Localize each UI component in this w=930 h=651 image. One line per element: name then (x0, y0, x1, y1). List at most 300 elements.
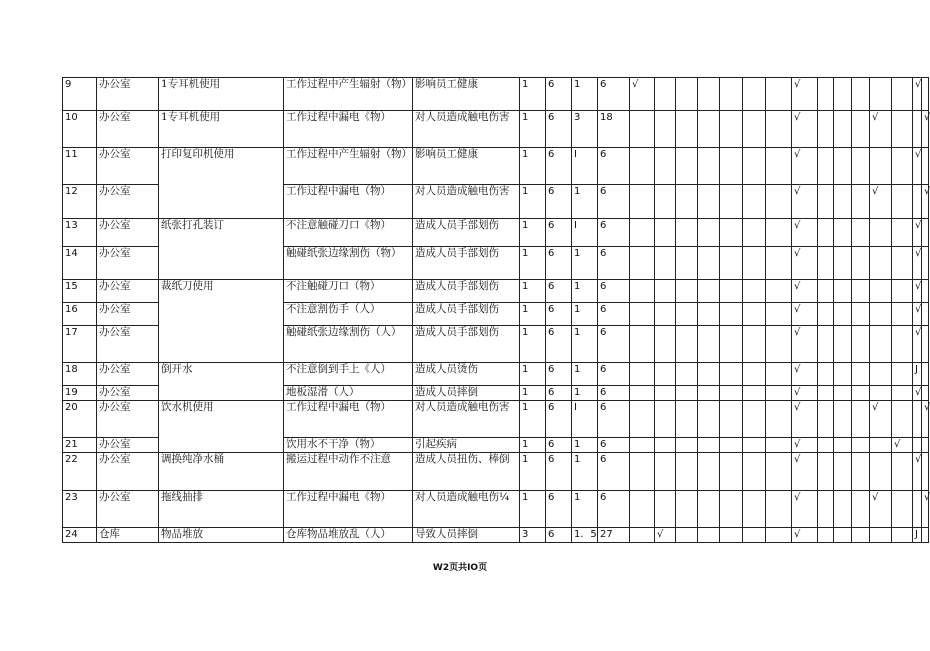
likelihood-value: 1 (520, 453, 546, 491)
check-cell (852, 78, 870, 111)
consequence-cell: 对人员造成触电伤害 (413, 185, 520, 219)
check-cell (922, 280, 929, 303)
check-cell (676, 280, 698, 303)
check-cell (834, 303, 852, 326)
row-number: 16 (63, 303, 97, 326)
check-cell (743, 401, 766, 438)
consequence-cell: 影响员工健康 (413, 148, 520, 185)
check-cell (892, 148, 913, 185)
check-cell (852, 148, 870, 185)
table-row (63, 280, 929, 303)
department-cell: 办公室 (97, 280, 159, 303)
check-cell (852, 247, 870, 280)
check-cell (892, 247, 913, 280)
check-cell (892, 185, 913, 219)
check-cell (630, 438, 655, 453)
exposure-value: 6 (546, 247, 572, 280)
consequence-score: 1．5 (572, 528, 598, 543)
table-row (63, 111, 929, 148)
check-cell (818, 386, 834, 401)
check-mark: √ (792, 185, 818, 219)
page-footer: W2页共IO页 (432, 563, 488, 573)
check-cell (655, 401, 676, 438)
consequence-cell: 影响员工健康 (413, 78, 520, 111)
department-cell: 办公室 (97, 438, 159, 453)
check-cell (720, 491, 743, 528)
consequence-cell: 对人员造成触电伤害 (413, 111, 520, 148)
check-cell (720, 247, 743, 280)
check-cell (766, 453, 792, 491)
check-cell (766, 78, 792, 111)
check-cell (852, 280, 870, 303)
consequence-cell: 造成人员手部划伤 (413, 303, 520, 326)
check-cell (743, 280, 766, 303)
hazard-cell: 工作过程中产生辐射（物） (284, 78, 413, 111)
check-cell (766, 280, 792, 303)
department-cell: 办公室 (97, 78, 159, 111)
check-mark: √ (792, 219, 818, 247)
check-cell (655, 438, 676, 453)
check-mark: √ (792, 303, 818, 326)
check-cell (913, 438, 922, 453)
likelihood-value: 1 (520, 247, 546, 280)
check-cell (922, 363, 929, 386)
check-mark: √ (792, 280, 818, 303)
check-cell (834, 438, 852, 453)
row-number: 10 (63, 111, 97, 148)
check-cell (766, 219, 792, 247)
check-cell (834, 78, 852, 111)
likelihood-value: 1 (520, 401, 546, 438)
activity-cell: 纸张打孔装订 (159, 219, 284, 280)
consequence-cell: 造成人员扭伤、棒倒 (413, 453, 520, 491)
consequence-cell: 对人员造成触电伤¼ (413, 491, 520, 528)
risk-score: 6 (598, 185, 630, 219)
check-cell (698, 438, 720, 453)
check-cell (766, 303, 792, 326)
likelihood-value: 1 (520, 491, 546, 528)
check-cell (913, 111, 922, 148)
check-cell (852, 303, 870, 326)
hazard-cell: 不注意割伤手（人） (284, 303, 413, 326)
check-cell (852, 528, 870, 543)
check-mark: √ (870, 491, 892, 528)
check-cell (676, 303, 698, 326)
check-mark: √ (870, 111, 892, 148)
row-number: 19 (63, 386, 97, 401)
consequence-score: 3 (572, 111, 598, 148)
likelihood-value: 3 (520, 528, 546, 543)
check-cell (892, 528, 913, 543)
check-mark: √ (870, 185, 892, 219)
check-cell (655, 185, 676, 219)
check-cell (852, 401, 870, 438)
check-cell (743, 453, 766, 491)
department-cell: 办公室 (97, 453, 159, 491)
check-cell (834, 148, 852, 185)
consequence-score: 1 (572, 453, 598, 491)
row-number: 21 (63, 438, 97, 453)
consequence-score: 1 (572, 185, 598, 219)
row-number: 18 (63, 363, 97, 386)
check-cell (676, 78, 698, 111)
check-cell (698, 326, 720, 363)
hazard-cell: 触碰纸张边缘割伤（人） (284, 326, 413, 363)
check-cell (698, 219, 720, 247)
check-cell (818, 280, 834, 303)
risk-score: 6 (598, 303, 630, 326)
check-cell (818, 438, 834, 453)
check-cell (698, 491, 720, 528)
row-number: 14 (63, 247, 97, 280)
check-mark: √ (792, 491, 818, 528)
consequence-cell: 造成人员烫伤 (413, 363, 520, 386)
risk-score: 6 (598, 280, 630, 303)
activity-cell: 打印复印机使用 (159, 148, 284, 219)
activity-cell: 拖线抽排 (159, 491, 284, 528)
check-cell (818, 528, 834, 543)
check-cell (913, 401, 922, 438)
check-cell (720, 303, 743, 326)
likelihood-value: 1 (520, 303, 546, 326)
check-mark: √ (913, 78, 922, 111)
check-cell (870, 453, 892, 491)
consequence-score: I (572, 401, 598, 438)
check-cell (818, 303, 834, 326)
consequence-score: I (572, 219, 598, 247)
check-cell (892, 280, 913, 303)
check-mark: √ (922, 491, 929, 528)
check-cell (922, 247, 929, 280)
check-cell (630, 185, 655, 219)
likelihood-value: 1 (520, 185, 546, 219)
row-number: 15 (63, 280, 97, 303)
check-cell (766, 326, 792, 363)
likelihood-value: 1 (520, 386, 546, 401)
risk-assessment-table (62, 77, 929, 543)
exposure-value: 6 (546, 491, 572, 528)
check-cell (655, 111, 676, 148)
table-row (63, 363, 929, 386)
check-cell (834, 111, 852, 148)
exposure-value: 6 (546, 185, 572, 219)
department-cell: 办公室 (97, 326, 159, 363)
check-cell (870, 326, 892, 363)
check-cell (698, 386, 720, 401)
exposure-value: 6 (546, 111, 572, 148)
check-cell (818, 247, 834, 280)
activity-cell: 倒开水 (159, 363, 284, 401)
check-cell (892, 111, 913, 148)
consequence-score: 1 (572, 303, 598, 326)
check-cell (922, 438, 929, 453)
check-mark: √ (922, 111, 929, 148)
likelihood-value: 1 (520, 326, 546, 363)
table-row (63, 491, 929, 528)
check-cell (913, 185, 922, 219)
check-cell (818, 363, 834, 386)
consequence-score: 1 (572, 326, 598, 363)
check-cell (766, 401, 792, 438)
check-cell (743, 438, 766, 453)
check-cell (655, 363, 676, 386)
check-cell (922, 528, 929, 543)
department-cell: 办公室 (97, 219, 159, 247)
check-cell (766, 491, 792, 528)
check-cell (834, 247, 852, 280)
check-cell (766, 148, 792, 185)
check-cell (743, 78, 766, 111)
exposure-value: 6 (546, 219, 572, 247)
check-cell (852, 491, 870, 528)
risk-score: 6 (598, 491, 630, 528)
check-cell (834, 326, 852, 363)
check-mark: √ (922, 401, 929, 438)
check-cell (852, 219, 870, 247)
check-mark: √ (913, 326, 922, 363)
check-cell (676, 401, 698, 438)
check-cell (655, 148, 676, 185)
consequence-cell: 造成人员手部划伤 (413, 247, 520, 280)
check-cell (676, 386, 698, 401)
hazard-cell: 不注触碰刀口（物） (284, 280, 413, 303)
check-cell (720, 363, 743, 386)
check-cell (852, 438, 870, 453)
check-mark: √ (913, 219, 922, 247)
check-cell (720, 438, 743, 453)
check-cell (834, 401, 852, 438)
check-cell (852, 111, 870, 148)
check-cell (922, 326, 929, 363)
check-mark: √ (792, 148, 818, 185)
exposure-value: 6 (546, 280, 572, 303)
hazard-cell: 工作过程中漏电（物） (284, 401, 413, 438)
check-cell (698, 148, 720, 185)
check-cell (743, 386, 766, 401)
hazard-cell: 不注意触碰刀口《物） (284, 219, 413, 247)
check-cell (720, 148, 743, 185)
department-cell: 办公室 (97, 491, 159, 528)
exposure-value: 6 (546, 363, 572, 386)
check-cell (913, 491, 922, 528)
check-cell (698, 363, 720, 386)
check-cell (852, 386, 870, 401)
check-cell (676, 185, 698, 219)
check-cell (852, 326, 870, 363)
check-cell (720, 386, 743, 401)
consequence-score: 1 (572, 78, 598, 111)
consequence-score: 1 (572, 280, 598, 303)
exposure-value: 6 (546, 148, 572, 185)
check-cell (766, 247, 792, 280)
check-cell (676, 219, 698, 247)
hazard-cell: 工作过程中漏电《物） (284, 491, 413, 528)
check-cell (676, 491, 698, 528)
check-cell (892, 453, 913, 491)
check-mark: √ (913, 247, 922, 280)
check-cell (720, 219, 743, 247)
risk-score: 6 (598, 219, 630, 247)
hazard-cell: 工作过程中漏电（物） (284, 185, 413, 219)
check-mark: √ (892, 438, 913, 453)
check-cell (766, 185, 792, 219)
check-cell (818, 326, 834, 363)
consequence-cell: 造成人员手部划伤 (413, 326, 520, 363)
table-row (63, 401, 929, 438)
check-cell (892, 326, 913, 363)
check-cell (630, 148, 655, 185)
check-cell (870, 303, 892, 326)
table-row (63, 219, 929, 247)
row-number: 9 (63, 78, 97, 111)
check-cell (743, 111, 766, 148)
check-cell (818, 148, 834, 185)
check-cell (630, 280, 655, 303)
check-cell (630, 363, 655, 386)
check-mark: √ (792, 363, 818, 386)
check-cell (698, 185, 720, 219)
check-cell (630, 326, 655, 363)
check-cell (676, 453, 698, 491)
check-cell (630, 111, 655, 148)
activity-cell: 物品堆放 (159, 528, 284, 543)
consequence-score: 1 (572, 386, 598, 401)
check-mark: √ (792, 247, 818, 280)
likelihood-value: 1 (520, 363, 546, 386)
check-cell (870, 219, 892, 247)
row-number: 23 (63, 491, 97, 528)
check-cell (676, 326, 698, 363)
department-cell: 办公室 (97, 386, 159, 401)
hazard-cell: 工作过程中产生辐射（物） (284, 148, 413, 185)
check-cell (922, 303, 929, 326)
check-mark: √ (913, 386, 922, 401)
exposure-value: 6 (546, 401, 572, 438)
check-cell (834, 386, 852, 401)
risk-score: 6 (598, 363, 630, 386)
check-cell (870, 528, 892, 543)
check-mark: √ (922, 185, 929, 219)
likelihood-value: 1 (520, 111, 546, 148)
likelihood-value: 1 (520, 438, 546, 453)
check-cell (720, 401, 743, 438)
exposure-value: 6 (546, 386, 572, 401)
check-mark: √ (792, 326, 818, 363)
likelihood-value: 1 (520, 148, 546, 185)
check-cell (834, 280, 852, 303)
check-cell (655, 78, 676, 111)
check-cell (630, 453, 655, 491)
exposure-value: 6 (546, 453, 572, 491)
check-cell (834, 528, 852, 543)
check-cell (818, 185, 834, 219)
hazard-cell: 触碰纸张边缘割伤（物） (284, 247, 413, 280)
check-cell (630, 247, 655, 280)
check-cell (766, 386, 792, 401)
check-cell (743, 148, 766, 185)
check-cell (630, 401, 655, 438)
check-cell (892, 386, 913, 401)
exposure-value: 6 (546, 528, 572, 543)
check-cell (698, 453, 720, 491)
check-cell (655, 386, 676, 401)
department-cell: 办公室 (97, 401, 159, 438)
check-cell (766, 111, 792, 148)
check-cell (892, 219, 913, 247)
hazard-cell: 工作过程中漏电《物） (284, 111, 413, 148)
department-cell: 办公室 (97, 303, 159, 326)
check-mark: √ (792, 386, 818, 401)
check-cell (698, 247, 720, 280)
check-cell (834, 453, 852, 491)
check-cell (630, 219, 655, 247)
check-cell (720, 185, 743, 219)
check-cell (630, 491, 655, 528)
consequence-cell: 造成人员手部划伤 (413, 219, 520, 247)
check-cell (892, 363, 913, 386)
exposure-value: 6 (546, 78, 572, 111)
check-cell (870, 247, 892, 280)
check-cell (743, 363, 766, 386)
check-cell (766, 438, 792, 453)
check-mark: √ (630, 78, 655, 111)
table-row (63, 453, 929, 491)
check-cell (743, 303, 766, 326)
check-cell (743, 326, 766, 363)
check-mark: √ (792, 438, 818, 453)
check-cell (766, 528, 792, 543)
consequence-score: I (572, 148, 598, 185)
exposure-value: 6 (546, 438, 572, 453)
check-cell (834, 491, 852, 528)
activity-cell: 1专耳机使用 (159, 111, 284, 148)
consequence-cell: 引起疾病 (413, 438, 520, 453)
check-cell (818, 78, 834, 111)
check-cell (870, 78, 892, 111)
check-cell (922, 453, 929, 491)
check-mark: √ (792, 528, 818, 543)
check-cell (743, 528, 766, 543)
row-number: 22 (63, 453, 97, 491)
check-cell (922, 148, 929, 185)
activity-cell: 饮水机使用 (159, 401, 284, 453)
activity-cell: 1专耳机使用 (159, 78, 284, 111)
row-number: 11 (63, 148, 97, 185)
check-mark: √ (655, 528, 676, 543)
check-cell (818, 111, 834, 148)
risk-score: 6 (598, 247, 630, 280)
table-row (63, 78, 929, 111)
check-cell (892, 78, 913, 111)
check-cell (676, 148, 698, 185)
check-mark: √ (913, 453, 922, 491)
check-mark: J (913, 528, 922, 543)
row-number: 12 (63, 185, 97, 219)
check-cell (852, 363, 870, 386)
check-cell (720, 280, 743, 303)
department-cell: 办公室 (97, 148, 159, 185)
check-mark: √ (792, 453, 818, 491)
check-cell (655, 280, 676, 303)
check-cell (655, 247, 676, 280)
risk-score: 6 (598, 386, 630, 401)
check-cell (655, 453, 676, 491)
check-cell (676, 438, 698, 453)
check-cell (870, 148, 892, 185)
check-cell (818, 219, 834, 247)
row-number: 17 (63, 326, 97, 363)
likelihood-value: 1 (520, 78, 546, 111)
